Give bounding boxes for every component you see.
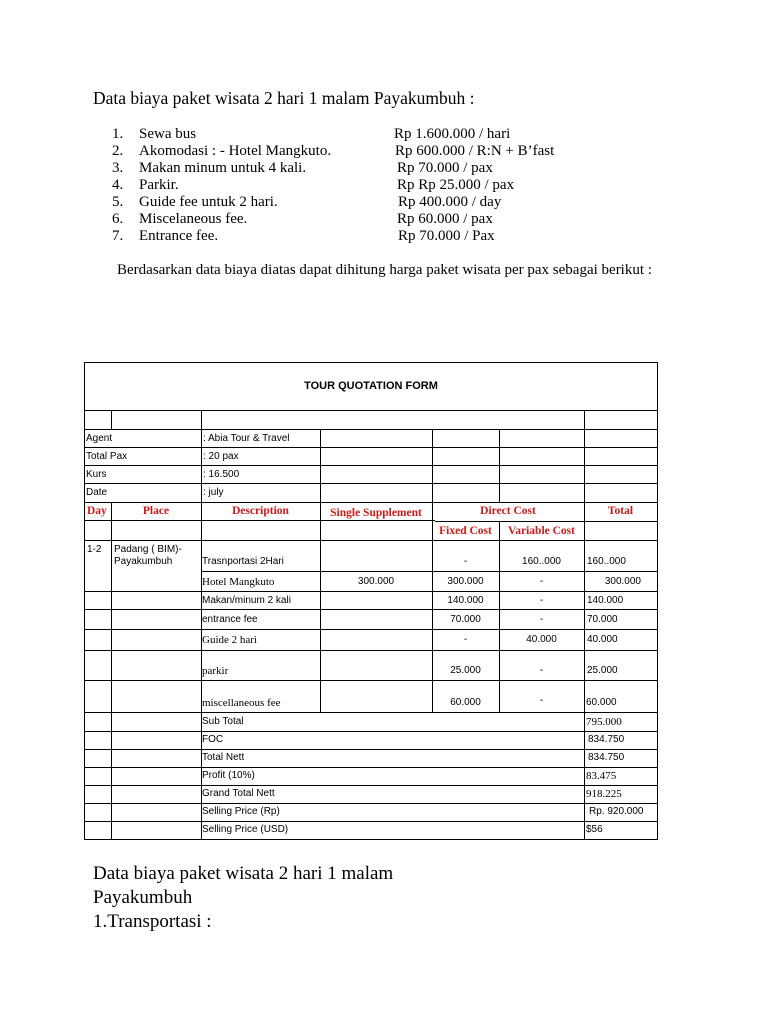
grid-line <box>84 680 658 681</box>
item-single-supplement: 300.000 <box>357 576 395 587</box>
cost-item <box>112 143 592 160</box>
header-day: Day <box>87 505 107 517</box>
item-variable-cost: - <box>539 595 544 606</box>
grid-line <box>84 839 658 840</box>
cost-item-number: 5. <box>112 194 124 210</box>
footer-line: Data biaya paket wisata 2 hari 1 malam <box>93 863 394 884</box>
item-description: Makan/minum 2 kali <box>202 595 291 606</box>
item-total: 140.000 <box>587 595 624 606</box>
intro-text: Berdasarkan data biaya diatas dapat dihitung harga paket wisata per pax sebagai berikut : <box>117 262 652 278</box>
footer-line: Payakumbuh <box>93 887 193 908</box>
item-fixed-cost: 300.000 <box>447 576 484 587</box>
grid-line <box>84 749 658 750</box>
summary-label: Sub Total <box>202 716 244 727</box>
info-value-agent: : Abia Tour & Travel <box>203 433 290 444</box>
cost-item-description: Parkir. <box>139 177 179 193</box>
grid-line <box>84 803 658 804</box>
header-direct-cost: Direct Cost <box>480 505 536 517</box>
cost-item-number: 3. <box>112 160 124 176</box>
cost-list <box>112 126 592 245</box>
summary-value: Rp. 920.000 <box>589 806 644 817</box>
item-description: entrance fee <box>202 614 258 625</box>
footer-text <box>93 862 393 934</box>
page-heading: Data biaya paket wisata 2 hari 1 malam Payakumbuh : <box>93 88 475 108</box>
info-label-kurs: Kurs <box>86 469 107 480</box>
info-value-date: : july <box>203 487 224 498</box>
grid-line <box>84 483 658 484</box>
cost-item-number: 4. <box>112 177 124 193</box>
form-title: TOUR QUOTATION FORM <box>304 380 438 392</box>
item-total: 60.000 <box>586 697 617 708</box>
item-description: miscellaneous fee <box>202 697 281 709</box>
item-description: Trasnportasi 2Hari <box>202 556 284 567</box>
summary-value: 834.750 <box>588 752 625 763</box>
cost-item-description: Akomodasi : - Hotel Mangkuto. <box>139 143 332 159</box>
item-description: Hotel Mangkuto <box>202 576 275 588</box>
grid-line <box>84 502 658 503</box>
cost-item-price: Rp 60.000 / pax <box>397 211 493 227</box>
grid-line <box>84 821 658 822</box>
summary-value: 83.475 <box>586 770 617 782</box>
cost-item-price: Rp 70.000 / Pax <box>398 228 495 244</box>
cost-item-number: 2. <box>112 143 124 159</box>
grid-line <box>84 629 658 630</box>
summary-label: Selling Price (USD) <box>202 824 289 835</box>
cost-item-price: Rp Rp 25.000 / pax <box>397 177 515 193</box>
info-value-kurs: : 16.500 <box>203 469 240 480</box>
cost-item <box>112 126 512 143</box>
header-variable-cost: Variable Cost <box>508 525 575 537</box>
grid-line <box>201 571 658 572</box>
day-cell: 1-2 <box>87 544 102 555</box>
cost-item-price: Rp 70.000 / pax <box>397 160 493 176</box>
summary-label: Total Nett <box>202 752 245 763</box>
cost-item-description: Entrance fee. <box>139 228 219 244</box>
footer-line: 1.Transportasi : <box>93 911 212 932</box>
item-fixed-cost: - <box>463 556 468 567</box>
cost-item-price: Rp 400.000 / day <box>398 194 502 210</box>
summary-label: FOC <box>202 734 224 745</box>
item-variable-cost: - <box>539 614 544 625</box>
place-line-2: Payakumbuh <box>114 556 173 567</box>
item-total: 70.000 <box>587 614 618 625</box>
cost-item-price: Rp 1.600.000 / hari <box>394 126 511 142</box>
grid-line <box>499 430 500 502</box>
info-label-total-pax: Total Pax <box>86 451 128 462</box>
summary-label: Grand Total Nett <box>202 788 275 799</box>
grid-line <box>84 731 658 732</box>
cost-item-description: Guide fee untuk 2 hari. <box>139 194 278 210</box>
item-total: 25.000 <box>587 665 618 676</box>
cost-item-number: 1. <box>112 126 124 142</box>
item-total: 40.000 <box>587 634 618 645</box>
grid-line <box>84 767 658 768</box>
grid-line <box>111 410 112 429</box>
place-line-1: Padang ( BIM)- <box>114 544 182 555</box>
cost-item <box>112 160 592 177</box>
form-border <box>84 362 658 363</box>
cost-item <box>112 211 592 228</box>
grid-line <box>584 410 585 840</box>
item-description: parkir <box>202 665 229 677</box>
item-variable-cost: 40.000 <box>526 634 557 645</box>
form-border <box>84 410 658 411</box>
cost-item <box>112 194 592 211</box>
item-description: Guide 2 hari <box>202 634 257 646</box>
grid-line <box>84 520 435 521</box>
cost-item-number: 6. <box>112 211 124 227</box>
grid-line <box>84 785 658 786</box>
grid-line <box>111 502 112 840</box>
grid-line <box>84 609 658 610</box>
item-fixed-cost: 140.000 <box>447 595 484 606</box>
cost-item-description: Sewa bus <box>139 126 197 142</box>
summary-value: $56 <box>586 824 603 835</box>
header-description: Description <box>232 505 289 517</box>
item-total: 160..000 <box>587 556 626 567</box>
summary-label: Profit (10%) <box>202 770 255 781</box>
grid-line <box>84 540 658 541</box>
item-variable-cost: - <box>539 695 544 706</box>
grid-line <box>84 591 658 592</box>
header-total: Total <box>607 505 634 517</box>
item-fixed-cost: - <box>463 634 468 645</box>
summary-value: 918.225 <box>586 788 622 800</box>
cost-item-description: Miscelaneous fee. <box>139 211 248 227</box>
header-single-supplement: Single Supplement <box>330 507 422 519</box>
grid-line <box>84 447 658 448</box>
item-variable-cost: - <box>539 665 544 676</box>
grid-line <box>84 429 658 430</box>
grid-line <box>84 650 658 651</box>
cost-item-description: Makan minum untuk 4 kali. <box>139 160 307 176</box>
item-variable-cost: - <box>539 576 544 587</box>
summary-value: 834.750 <box>588 734 625 745</box>
tour-quotation-form <box>84 362 658 840</box>
info-label-agent: Agent <box>86 433 113 444</box>
info-value-total-pax: : 20 pax <box>203 451 239 462</box>
item-variable-cost: 160..000 <box>522 556 561 567</box>
grid-line <box>84 410 85 840</box>
item-fixed-cost: 60.000 <box>450 697 481 708</box>
grid-line <box>84 465 658 466</box>
item-fixed-cost: 25.000 <box>450 665 481 676</box>
grid-line <box>320 430 321 712</box>
grid-line <box>435 521 658 522</box>
cost-item <box>112 228 592 245</box>
summary-label: Selling Price (Rp) <box>202 806 280 817</box>
cost-item-price: Rp 600.000 / R:N + B’fast <box>395 143 555 159</box>
header-fixed-cost: Fixed Cost <box>439 525 492 537</box>
item-total: 300.000 <box>604 576 641 587</box>
info-label-date: Date <box>86 487 108 498</box>
grid-line <box>657 410 658 840</box>
grid-line <box>84 712 658 713</box>
item-fixed-cost: 70.000 <box>450 614 481 625</box>
header-place: Place <box>142 505 170 517</box>
summary-value: 795.000 <box>586 716 622 728</box>
cost-item <box>112 177 592 194</box>
cost-item-number: 7. <box>112 228 124 244</box>
